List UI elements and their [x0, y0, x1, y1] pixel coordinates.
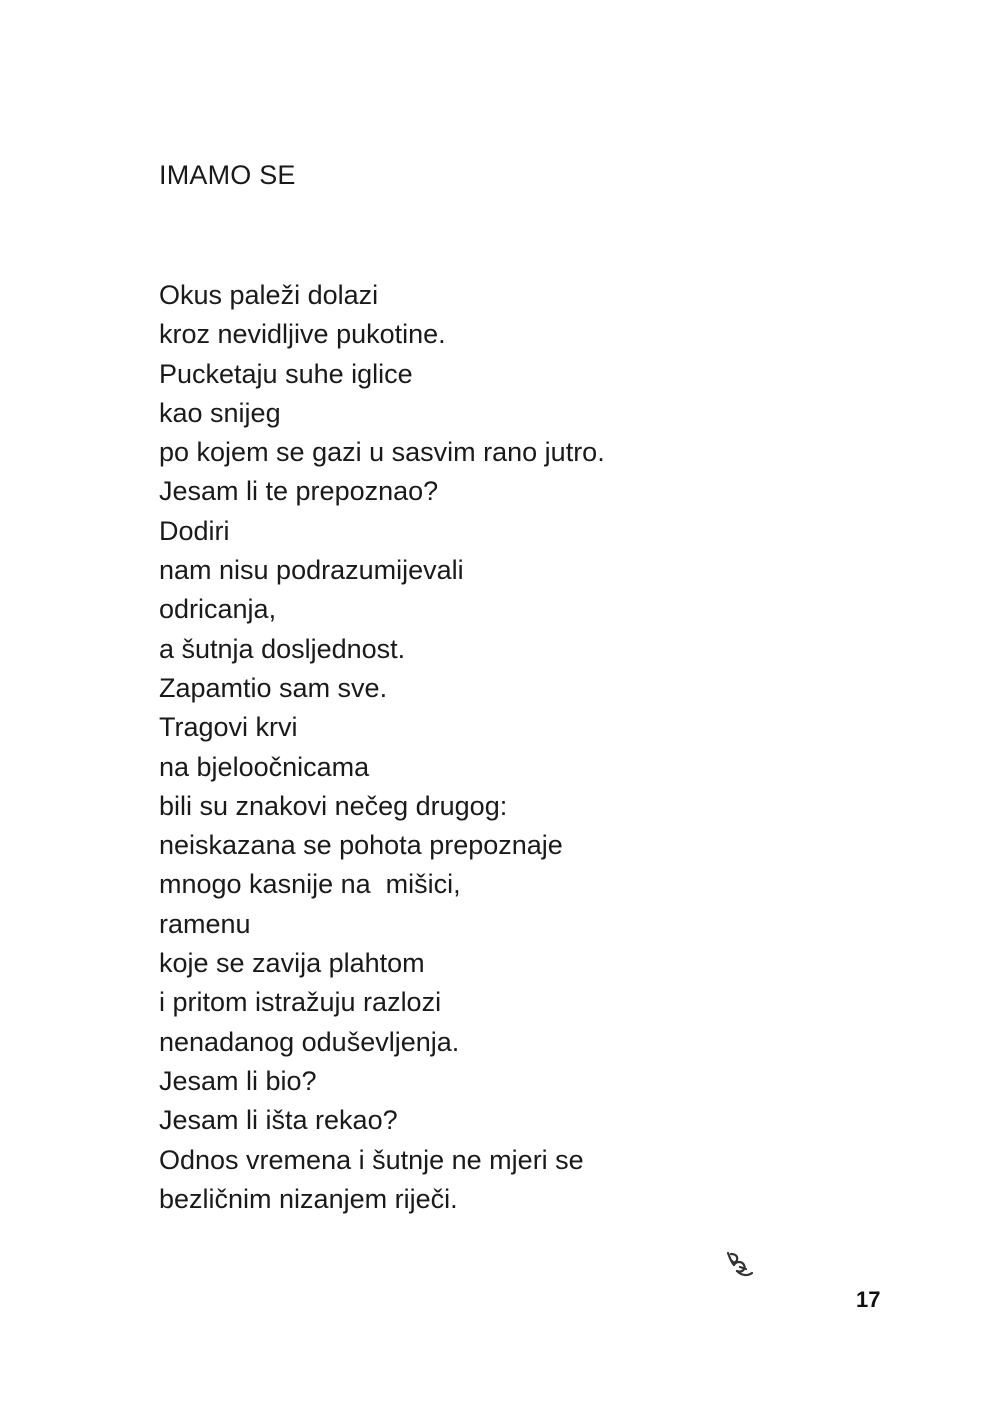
poem-line: i pritom istražuju razlozi — [159, 987, 442, 1018]
poem-line: Jesam li te prepoznao? — [159, 476, 439, 507]
poem-line: koje se zavija plahtom — [159, 948, 425, 979]
poem-title: IMAMO SE — [159, 160, 296, 190]
poem-line: po kojem se gazi u sasvim rano jutro. — [159, 437, 605, 468]
poem-line: na bjeloočnicama — [159, 751, 370, 782]
poem-line: neiskazana se pohota prepoznaje — [159, 830, 563, 861]
poem-line: nenadanog oduševljenja. — [159, 1026, 460, 1057]
poem-line: Tragovi krvi — [159, 712, 298, 743]
poem-line: Okus paleži dolazi — [159, 280, 379, 310]
poem-line: kao snijeg — [159, 397, 281, 428]
poem-line: kroz nevidljive pukotine. — [159, 319, 446, 350]
poem-line: Pucketaju suhe iglice — [159, 358, 413, 389]
poem-line: ramenu — [159, 908, 251, 939]
poem-line: bili su znakovi nečeg drugog: — [159, 790, 508, 821]
poem-line: a šutnja dosljednost. — [159, 633, 406, 664]
poem-line: bezličnim nizanjem riječi. — [159, 1183, 458, 1214]
poem-line: Jesam li išta rekao? — [159, 1105, 398, 1136]
leaf-ornament-icon — [722, 1248, 756, 1282]
poem-line: odricanja, — [159, 594, 277, 625]
page-number: 17 — [856, 1287, 881, 1312]
poem-line: Zapamtio sam sve. — [159, 672, 388, 703]
poem-line: nam nisu podrazumijevali — [159, 555, 464, 586]
poem-line: Jesam li bio? — [159, 1065, 317, 1096]
poem-line: Odnos vremena i šutnje ne mjeri se — [159, 1144, 584, 1175]
poem-line: mnogo kasnije na mišici, — [159, 869, 461, 900]
poem-body — [159, 276, 605, 1219]
poem-line: Dodiri — [159, 515, 230, 546]
